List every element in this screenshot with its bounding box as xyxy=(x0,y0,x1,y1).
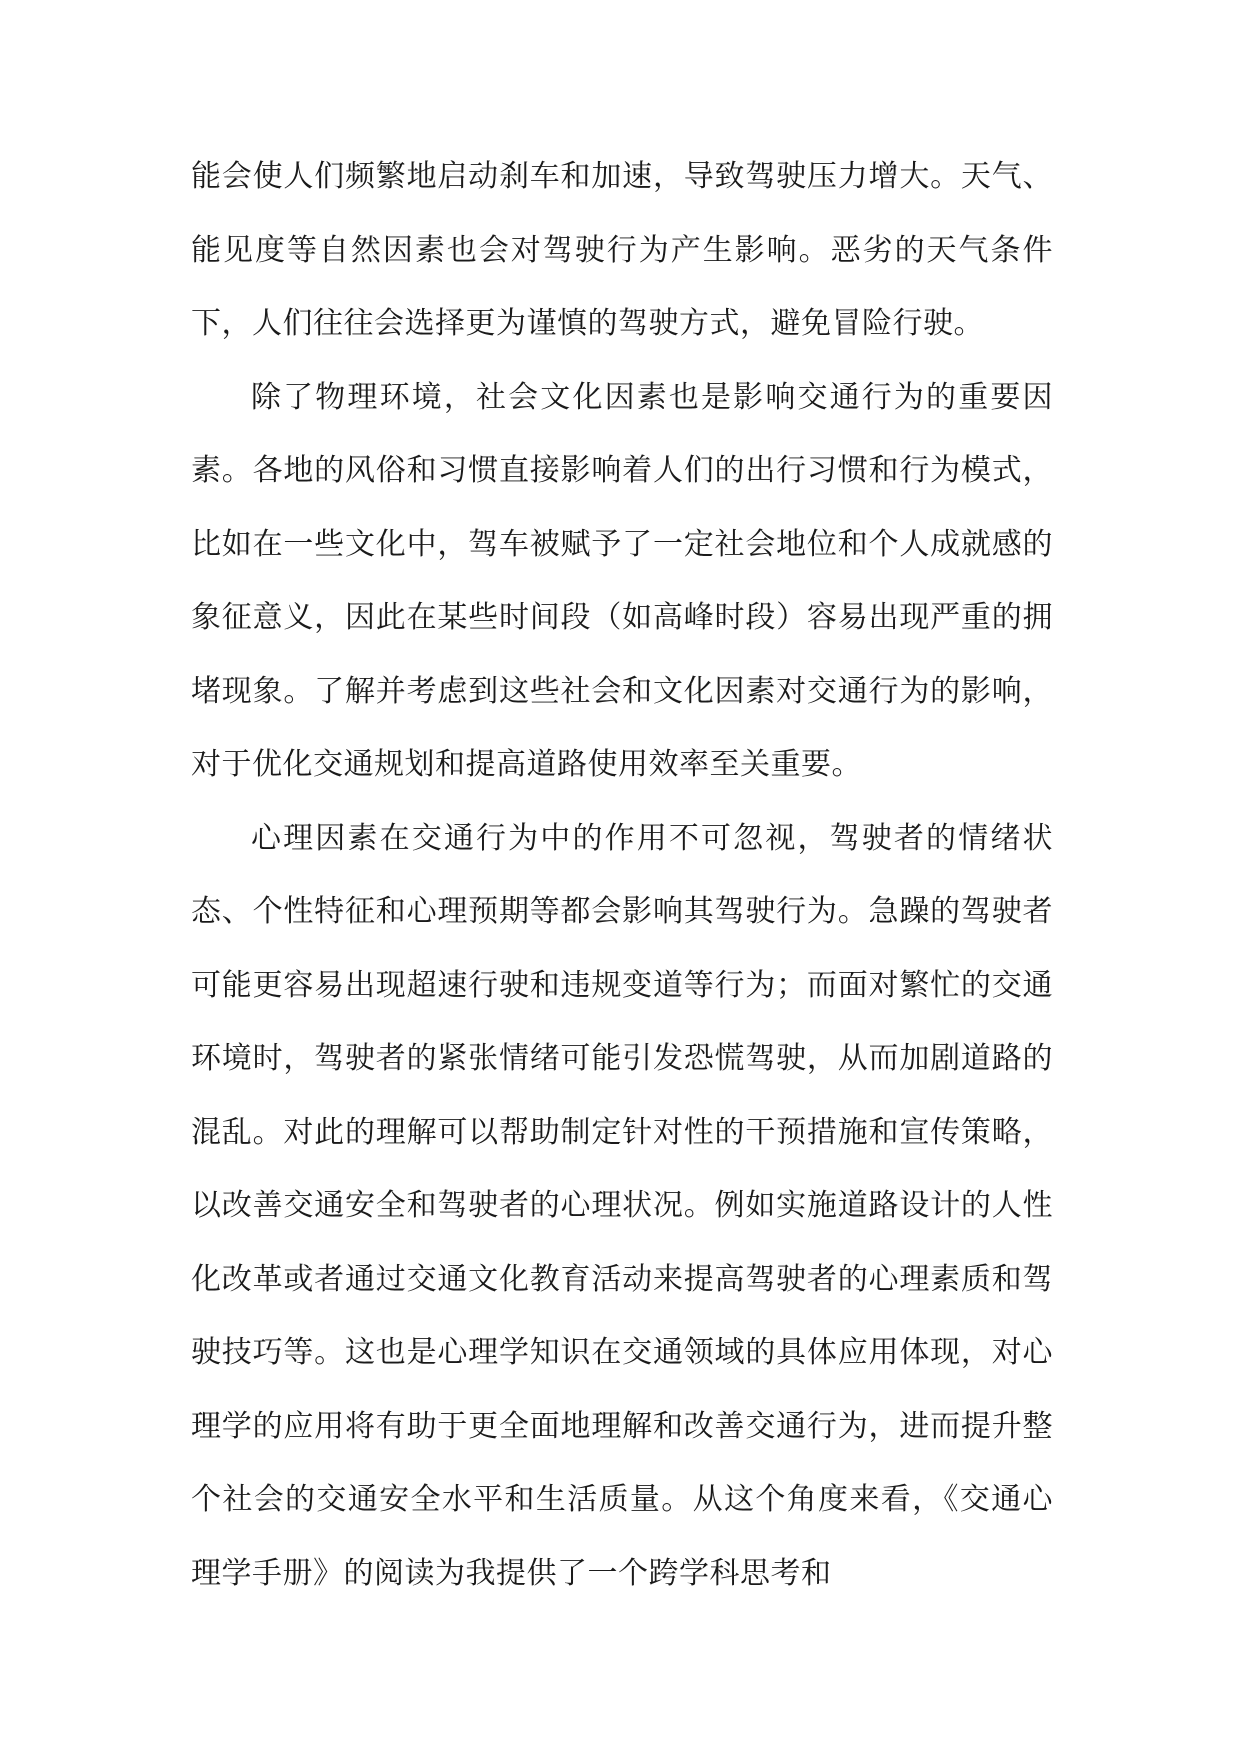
document-body xyxy=(191,140,1053,1610)
paragraph-continuation: 能会使人们频繁地启动刹车和加速，导致驾驶压力增大。天气、能见度等自然因素也会对驾驶行为产生影响。恶劣的天气条件下，人们往往会选择更为谨慎的驾驶方式，避免冒险行驶。 xyxy=(191,159,1053,341)
paragraph-social-culture: 除了物理环境，社会文化因素也是影响交通行为的重要因素。各地的风俗和习惯直接影响着人们的出行习惯和行为模式，比如在一些文化中，驾车被赋予了一定社会地位和个人成就感的象征意义，因此在某些时间段（如高峰时段）容易出现严重的拥堵现象。了解并考虑到这些社会和文化因素对交通行为的影响，对于优化交通规划和提高道路使用效率至关重要。 xyxy=(191,379,1053,782)
paragraph-psychology: 心理因素在交通行为中的作用不可忽视，驾驶者的情绪状态、个性特征和心理预期等都会影响其驾驶行为。急躁的驾驶者可能更容易出现超速行驶和违规变道等行为；而面对繁忙的交通环境时，驾驶者的紧张情绪可能引发恐慌驾驶，从而加剧道路的混乱。对此的理解可以帮助制定针对性的干预措施和宣传策略，以改善交通安全和驾驶者的心理状况。例如实施道路设计的人性化改革或者通过交通文化教育活动来提高驾驶者的心理素质和驾驶技巧等。这也是心理学知识在交通领域的具体应用体现，对心理学的应用将有助于更全面地理解和改善交通行为，进而提升整个社会的交通安全水平和生活质量。从这个角度来看，《交通心理学手册》的阅读为我提供了一个跨学科思考和 xyxy=(191,820,1053,1591)
